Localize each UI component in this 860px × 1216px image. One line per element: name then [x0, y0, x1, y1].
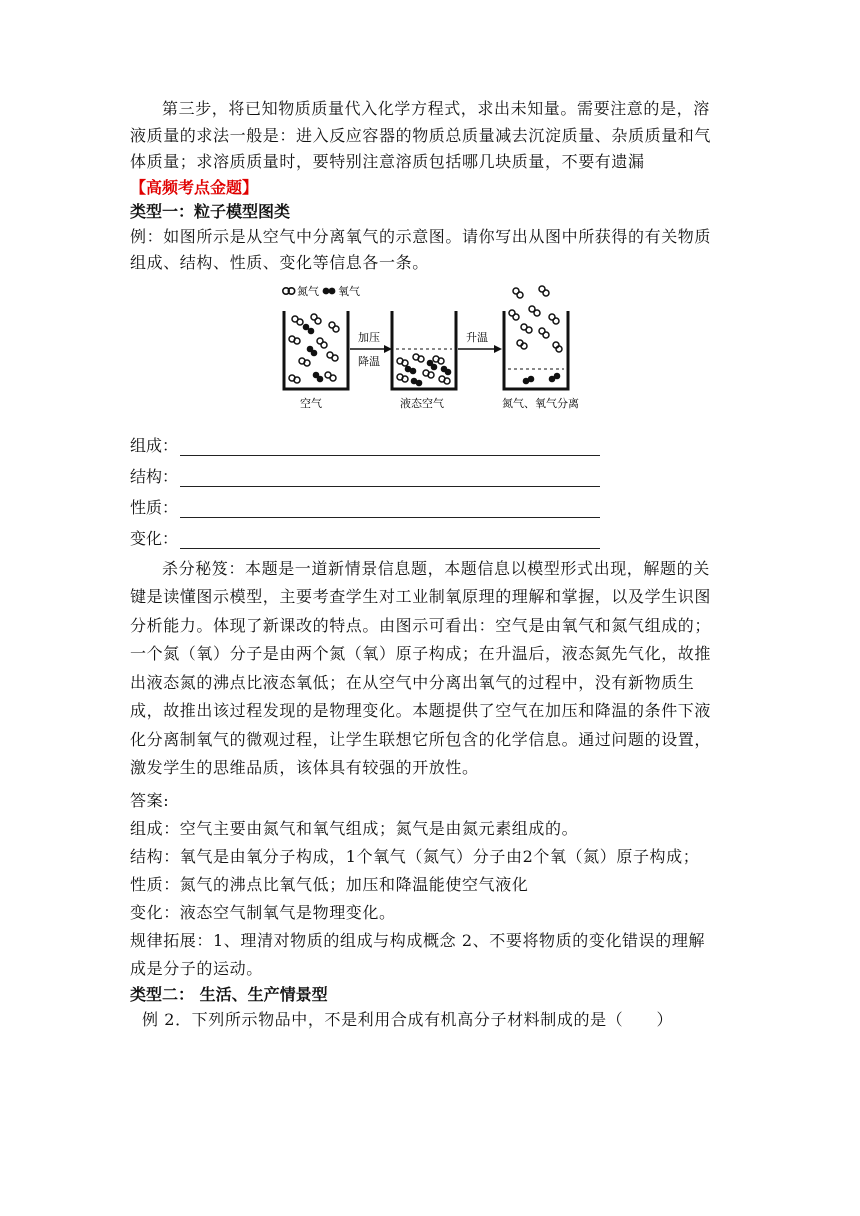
blank-row-composition [130, 425, 716, 456]
rule-paragraph: 规律拓展：1、理清对物质的组成与构成概念 2、不要将物质的变化错误的理解成是分子的运动。 [130, 930, 706, 978]
label-liquid-air: 液态空气 [400, 396, 444, 410]
blank-row-change [130, 518, 716, 549]
legend-o2 [323, 284, 360, 298]
document-page [130, 96, 716, 1033]
answer-structure: 结构：氧气是由氧分子构成，1个氧气（氮气）分子由2个氧（氮）原子构成； [130, 846, 700, 866]
svg-text:升温: 升温 [466, 330, 488, 344]
answer-property: 性质：氮气的沸点比氧气低；加压和降温能使空气液化 [130, 874, 529, 894]
blank-label: 性质： [130, 497, 179, 517]
air-separation-figure [280, 283, 580, 411]
answer-blank[interactable] [180, 437, 600, 456]
answer-blank[interactable] [180, 499, 600, 518]
legend-n2 [283, 284, 319, 298]
container-liquid-air [392, 311, 456, 410]
answer-change: 变化：液态空气制氧气是物理变化。 [130, 902, 396, 922]
arrow-pressurize [350, 330, 392, 368]
container-air [284, 311, 348, 410]
svg-text:加压: 加压 [358, 330, 380, 344]
answer-composition: 组成：空气主要由氮气和氧气组成；氮气是由氮元素组成的。 [130, 818, 579, 838]
label-separated: 氮气、氧气分离 [502, 396, 579, 410]
blank-label: 结构： [130, 466, 179, 486]
answer-blank[interactable] [180, 530, 600, 549]
section-title: 【高频考点金题】 [130, 177, 259, 197]
blank-label: 变化： [130, 528, 179, 548]
blank-row-structure [130, 456, 716, 487]
type2-title: 类型二： 生活、生产情景型 [130, 984, 328, 1004]
svg-text:降温: 降温 [358, 354, 380, 368]
example2-paragraph: 例 2．下列所示物品中，不是利用合成有机高分子材料制成的是（ ） [142, 1009, 674, 1029]
blank-label: 组成： [130, 435, 179, 455]
blank-row-property [130, 487, 716, 518]
step3-paragraph: 第三步，将已知物质质量代入化学方程式，求出未知量。需要注意的是，溶液质量的求法一般是：进入反应容器的物质总质量减去沉淀质量、杂质质量和气体质量；求溶质质量时，要特别注意溶质包括哪几块质量，不要有遗漏 [130, 99, 712, 171]
secret-paragraph: 杀分秘笈：本题是一道新情景信息题，本题信息以模型形式出现，解题的关键是读懂图示模型，主要考查学生对工业制氧原理的理解和掌握，以及学生识图分析能力。体现了新课改的特点。由图示可看出：空气是由氧气和氮气组成的；一个氮（氧）分子是由两个氮（氧）原子构成；在升温后，液态氮先气化，故推出液态氮的沸点比液态氧低；在从空气中分离出氧气的过程中，没有新物质生成，故推出该过程发现的是物理变化。本题提供了空气在加压和降温的条件下液化分离制氧气的微观过程，让学生联想它所包含的化学信息。通过问题的设置，激发学生的思维品质，该体具有较强的开放性。 [130, 558, 712, 777]
example1-paragraph: 例：如图所示是从空气中分离氧气的示意图。请你写出从图中所获得的有关物质组成、结构、性质、变化等信息各一条。 [130, 226, 712, 272]
svg-text:氧气: 氧气 [338, 284, 360, 298]
label-air: 空气 [300, 396, 322, 410]
container-separated [502, 286, 579, 410]
type1-title: 类型一：粒子模型图类 [130, 201, 291, 221]
answer-blank[interactable] [180, 468, 600, 487]
svg-text:氮气: 氮气 [297, 284, 319, 298]
arrow-heat [458, 330, 502, 353]
answer-label: 答案: [130, 790, 170, 810]
